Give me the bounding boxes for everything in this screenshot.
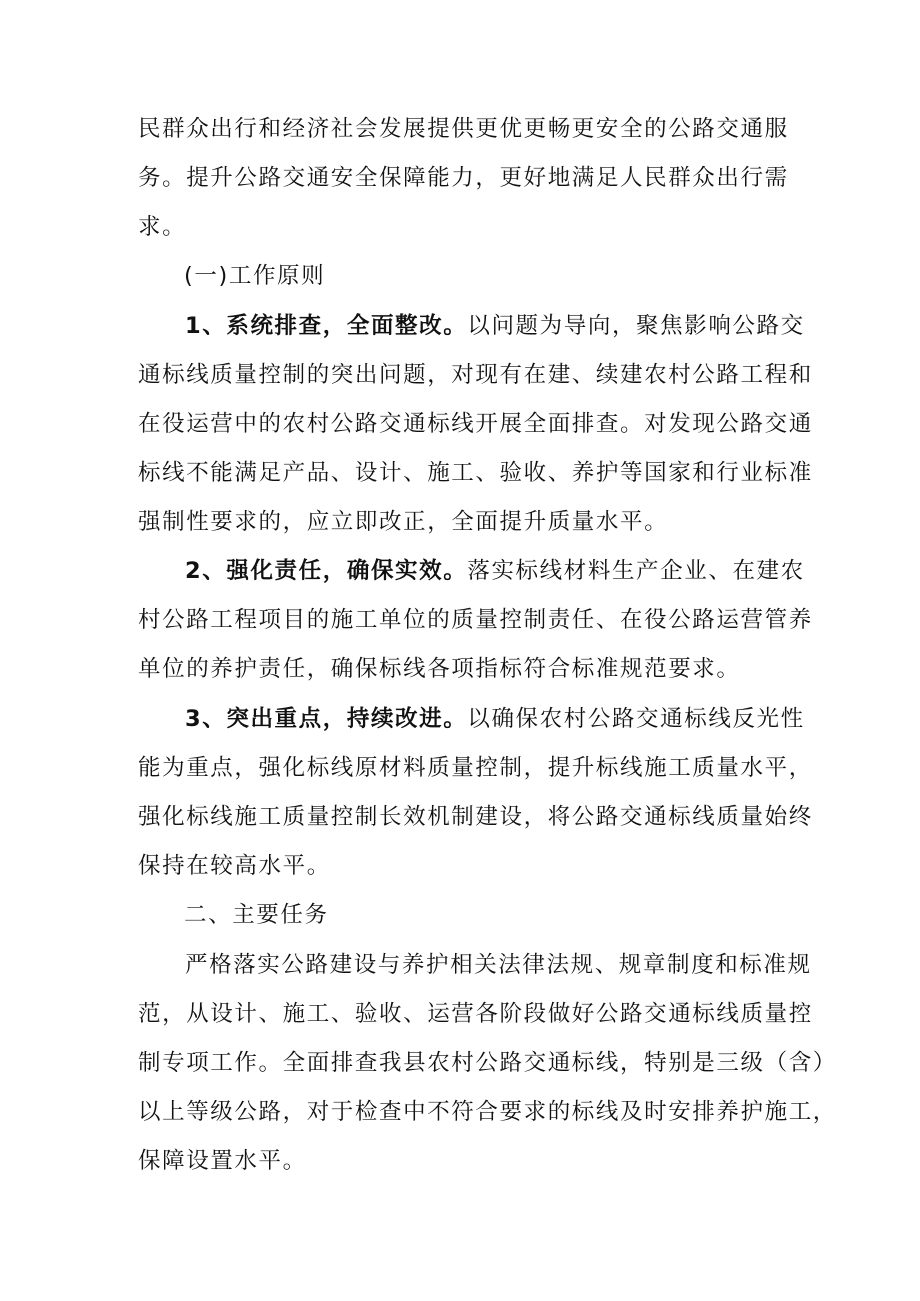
- tasks-first-line: 严格落实公路建设与养护相关法律法规、规章制度和标准规: [185, 952, 812, 978]
- principle-2-line: 单位的养护责任，确保标线各项指标符合标准规范要求。: [138, 656, 741, 682]
- principle-2-text: 落实标线材料生产企业、在建农: [467, 558, 805, 584]
- tasks-line: 范，从设计、施工、验收、运营各阶段做好公路交通标线质量控: [138, 1001, 813, 1027]
- principle-3-text: 以确保农村公路交通标线反光性: [467, 706, 805, 732]
- principle-2-title: 2、强化责任，确保实效。: [185, 558, 468, 584]
- tasks-line: 保障设置水平。: [138, 1148, 307, 1174]
- principle-1-line: 强制性要求的，应立即改正，全面提升质量水平。: [138, 509, 669, 535]
- section-heading-principles: (一)工作原则: [184, 263, 326, 289]
- principle-1-text: 以问题为导向，聚焦影响公路交: [467, 313, 805, 339]
- principle-1-title: 1、系统排查，全面整改。: [185, 313, 468, 339]
- tasks-line: 以上等级公路，对于检查中不符合要求的标线及时安排养护施工，: [138, 1099, 837, 1125]
- principle-2-first-line: [185, 555, 805, 587]
- paragraph-line: 务。提升公路交通安全保障能力，更好地满足人民群众出行需: [138, 165, 789, 191]
- paragraph-line: 民群众出行和经济社会发展提供更优更畅更安全的公路交通服: [138, 116, 789, 142]
- principle-2-line: 村公路工程项目的施工单位的质量控制责任、在役公路运营管养: [138, 607, 813, 633]
- principle-1-first-line: [185, 310, 805, 342]
- paragraph-line: 求。: [138, 214, 187, 240]
- principle-1-line: 在役运营中的农村公路交通标线开展全面排查。对发现公路交通: [138, 411, 813, 437]
- principle-3-first-line: [185, 703, 805, 735]
- principle-1-line: 标线不能满足产品、设计、施工、验收、养护等国家和行业标准: [138, 460, 813, 486]
- section-heading-tasks: 二、主要任务: [184, 902, 329, 928]
- principle-3-line: 强化标线施工质量控制长效机制建设，将公路交通标线质量始终: [138, 804, 813, 830]
- tasks-line: 制专项工作。全面排查我县农村公路交通标线，特别是三级（含）: [138, 1050, 837, 1076]
- principle-3-title: 3、突出重点，持续改进。: [185, 706, 468, 732]
- principle-1-line: 通标线质量控制的突出问题，对现有在建、续建农村公路工程和: [138, 362, 813, 388]
- principle-3-line: 能为重点，强化标线原材料质量控制，提升标线施工质量水平，: [138, 755, 813, 781]
- principle-3-line: 保持在较高水平。: [138, 853, 331, 879]
